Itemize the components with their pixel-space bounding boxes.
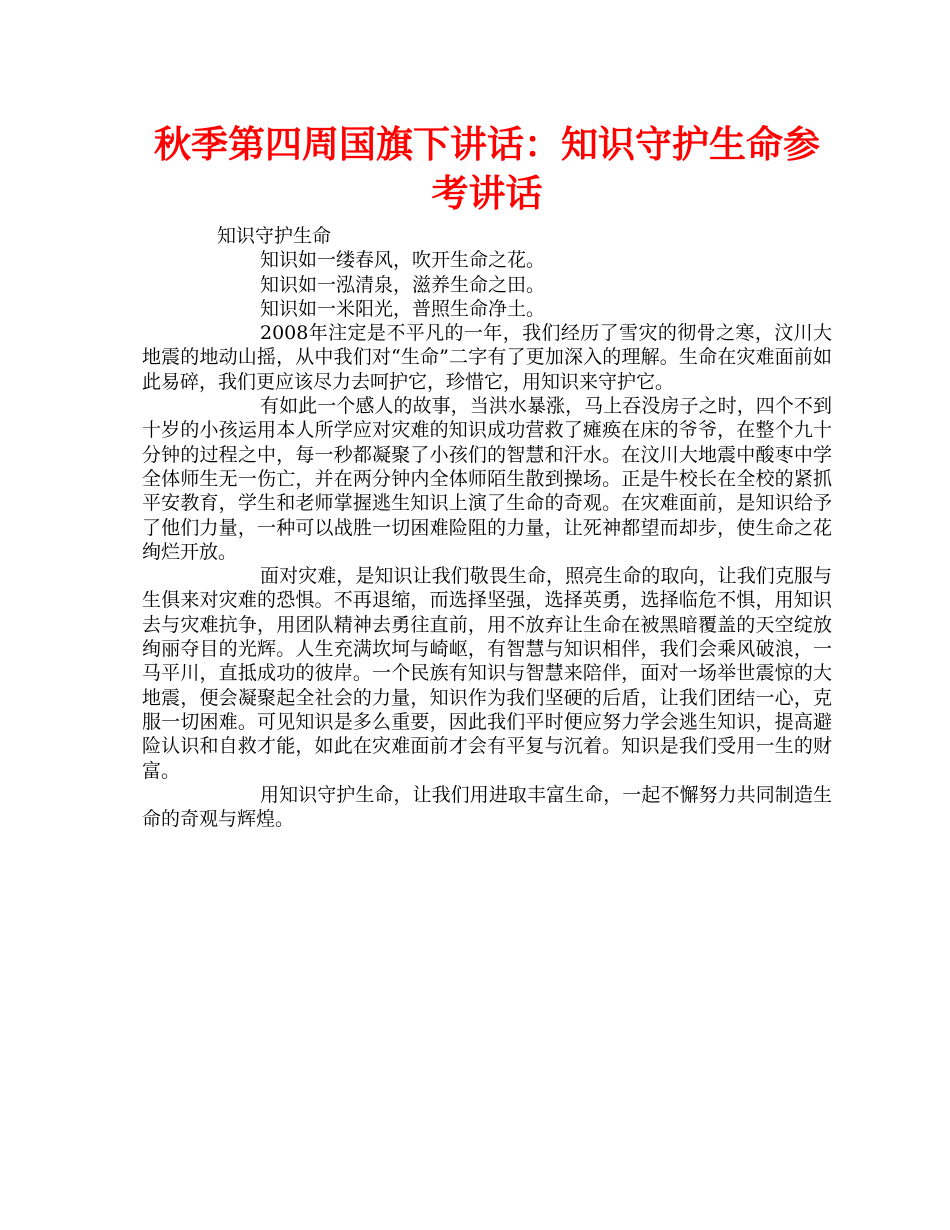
document-title: 秋季第四周国旗下讲话：知识守护生命参考讲话 (154, 123, 820, 215)
document-page (142, 120, 832, 831)
paragraph: 知识如一泓清泉，滋养生命之田。 (260, 273, 546, 296)
document-body (142, 224, 832, 831)
document-subtitle: 知识守护生命 (217, 225, 332, 247)
paragraph: 2008年注定是不平凡的一年，我们经历了雪灾的彻骨之寒，汶川大地震的地动山摇，从中我们对“生命”二字有了更加深入的理解。生命在灾难面前如此易碎，我们更应该尽力去呵护它，珍惜它，用知识来守护它。 (142, 322, 832, 393)
paragraph: 知识如一缕春风，吹开生命之花。 (260, 249, 546, 272)
paragraph: 有如此一个感人的故事，当洪水暴涨，马上吞没房子之时，四个不到十岁的小孩运用本人所学应对灾难的知识成功营救了瘫痪在床的爷爷，在整个九十分钟的过程之中，每一秒都凝聚了小孩们的智慧和汗水。在汶川大地震中酸枣中学全体师生无一伤亡，并在两分钟内全体师陌生散到操场。正是牛校长在全校的紧抓平安教育，学生和老师掌握逃生知识上演了生命的奇观。在灾难面前，是知识给予了他们力量，一种可以战胜一切困难险阻的力量，让死神都望而却步，使生命之花绚烂开放。 (142, 395, 832, 563)
paragraph: 面对灾难，是知识让我们敬畏生命，照亮生命的取向，让我们克服与生俱来对灾难的恐惧。不再退缩，而选择坚强，选择英勇，选择临危不惧，用知识去与灾难抗争，用团队精神去勇往直前，用不放弃让生命在被黑暗覆盖的天空绽放绚丽夺目的光辉。人生充满坎坷与崎岖，有智慧与知识相伴，我们会乘风破浪，一马平川，直抵成功的彼岸。一个民族有知识与智慧来陪伴，面对一场举世震惊的大地震，便会凝聚起全社会的力量，知识作为我们坚硬的后盾，让我们团结一心，克服一切困难。可见知识是多么重要，因此我们平时便应努力学会逃生知识，提高避险认识和自救才能，如此在灾难面前才会有平复与沉着。知识是我们受用一生的财富。 (142, 565, 832, 782)
paragraph: 知识如一米阳光，普照生命净土。 (260, 297, 546, 320)
paragraph: 用知识守护生命，让我们用进取丰富生命，一起不懈努力共同制造生命的奇观与辉煌。 (142, 783, 832, 831)
